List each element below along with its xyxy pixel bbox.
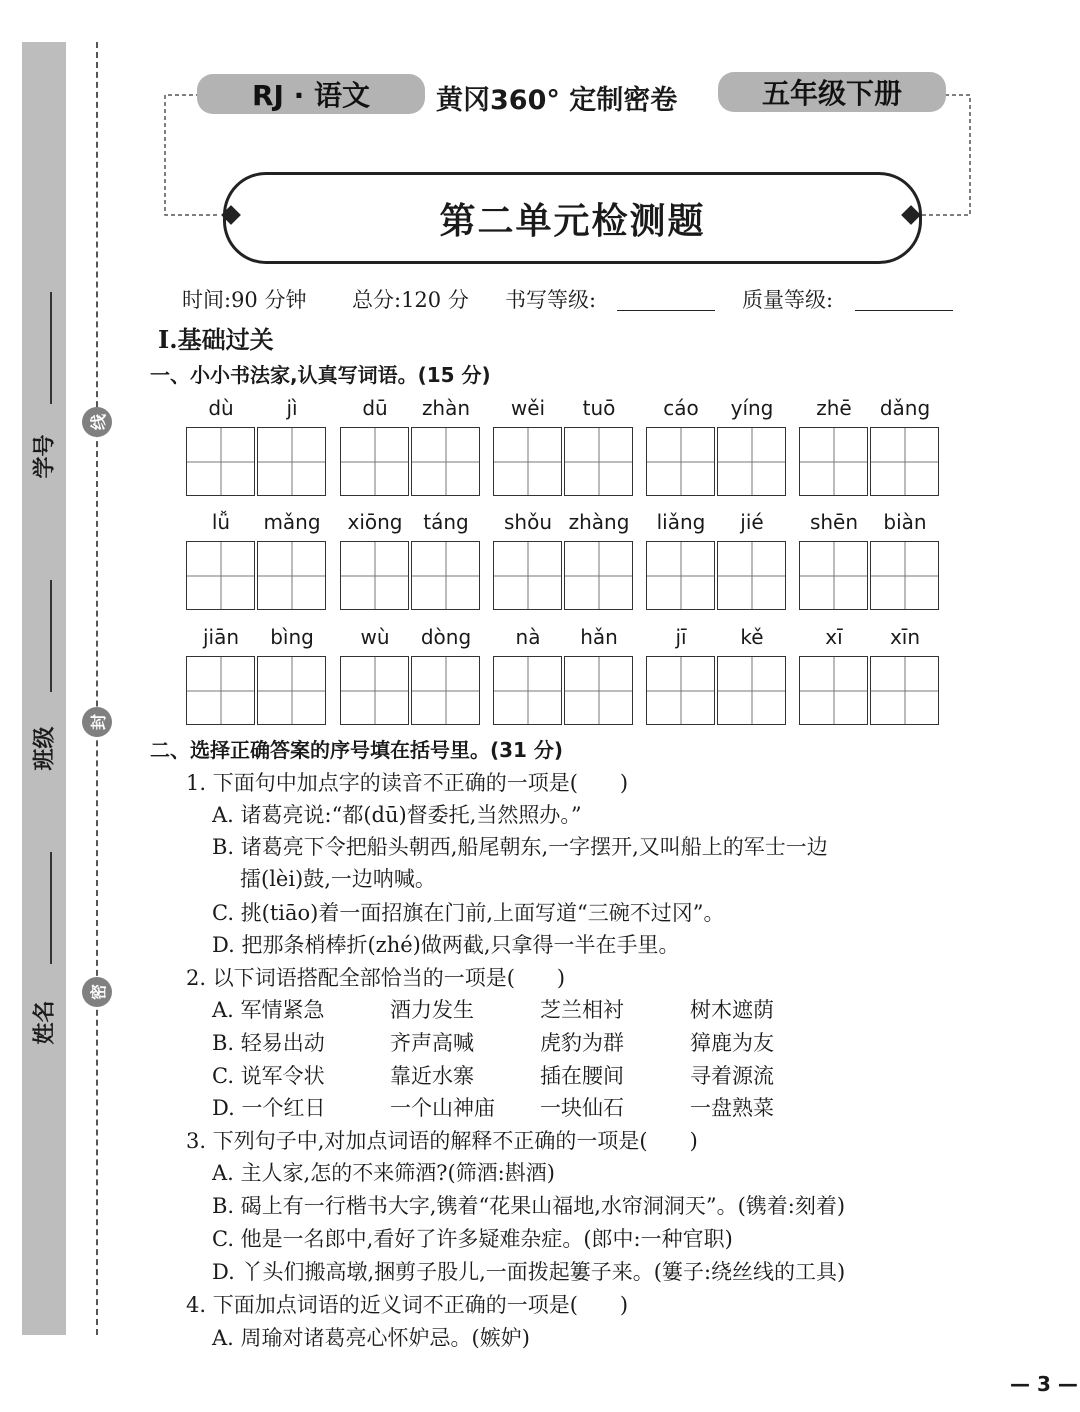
writing-cell[interactable]	[493, 427, 562, 496]
xuehao-blank	[50, 292, 52, 404]
writing-cell[interactable]	[564, 427, 633, 496]
pinyin-label: nà	[515, 625, 541, 649]
writing-cell[interactable]	[257, 656, 326, 725]
banji-blank	[50, 580, 52, 692]
writing-cell[interactable]	[257, 541, 326, 610]
question-3-option-a: A. 主人家,怎的不来筛酒?(筛酒:斟酒)	[212, 1161, 555, 1185]
pinyin-label: jiān	[202, 625, 240, 649]
pinyin-label: cáo	[663, 396, 699, 420]
writing-cell[interactable]	[564, 656, 633, 725]
question-2-option-cell: 虎豹为群	[540, 1031, 624, 1055]
writing-cell[interactable]	[646, 656, 715, 725]
writing-cell[interactable]	[799, 427, 868, 496]
question-4-stem: 4. 下面加点词语的近义词不正确的一项是( )	[186, 1293, 629, 1317]
pinyin-label: xiōng	[347, 510, 403, 534]
writing-cell[interactable]	[646, 427, 715, 496]
pinyin-label: mǎng	[263, 510, 321, 534]
question-2-option-cell: 靠近水寨	[390, 1064, 474, 1088]
pinyin-label: kě	[740, 625, 764, 649]
writing-cell[interactable]	[717, 656, 786, 725]
writing-grade-label: 书写等级:	[505, 288, 597, 312]
pinyin-label: yíng	[730, 396, 774, 420]
question-2-option-cell: A. 军情紧急	[212, 998, 325, 1022]
writing-cell[interactable]	[564, 541, 633, 610]
question-2-option-cell: 酒力发生	[390, 998, 474, 1022]
writing-cell[interactable]	[340, 427, 409, 496]
subject-badge: RJ · 语文	[197, 74, 425, 114]
seal-xian-circle: 线	[82, 407, 112, 437]
pinyin-label: zhē	[816, 396, 852, 420]
writing-cell[interactable]	[340, 656, 409, 725]
writing-cell[interactable]	[870, 427, 939, 496]
question-4-option-a: A. 周瑜对诸葛亮心怀妒忌。(嫉妒)	[212, 1326, 530, 1350]
writing-cell[interactable]	[799, 541, 868, 610]
xingming-blank	[50, 852, 52, 964]
seal-mi-circle: 密	[82, 977, 112, 1007]
writing-grade-field[interactable]	[617, 290, 715, 311]
question-1-option-c: C. 挑(tiāo)着一面招旗在门前,上面写道“三碗不过冈”。	[212, 901, 725, 925]
pinyin-label: dū	[362, 396, 388, 420]
writing-cell[interactable]	[870, 656, 939, 725]
question-2-option-cell: B. 轻易出动	[212, 1031, 325, 1055]
pinyin-label: jié	[740, 510, 764, 534]
question-1-option-b-cont: 擂(lèi)鼓,一边呐喊。	[240, 867, 436, 891]
pinyin-label: jī	[675, 625, 687, 649]
series-title: 黄冈360° 定制密卷	[436, 85, 678, 116]
question-2-option-cell: D. 一个红日	[212, 1096, 326, 1120]
exam-title: 第二单元检测题	[223, 172, 922, 264]
xuehao-label: 学号	[32, 434, 58, 479]
pinyin-label: xīn	[889, 625, 921, 649]
pinyin-label: wěi	[510, 396, 546, 420]
pinyin-label: shǒu	[503, 510, 552, 534]
pinyin-label: biàn	[883, 510, 927, 534]
writing-cell[interactable]	[493, 541, 562, 610]
writing-cell[interactable]	[186, 427, 255, 496]
pinyin-label: dòng	[420, 625, 472, 649]
question-2-option-cell: 一块仙石	[540, 1096, 624, 1120]
writing-cell[interactable]	[411, 656, 480, 725]
pinyin-label: lǚ	[211, 510, 231, 534]
writing-cell[interactable]	[257, 427, 326, 496]
quality-grade-label: 质量等级:	[742, 288, 834, 312]
pinyin-label: zhàn	[421, 396, 471, 420]
writing-cell[interactable]	[717, 541, 786, 610]
pinyin-label: wù	[360, 625, 390, 649]
writing-cell[interactable]	[411, 541, 480, 610]
question-2-option-cell: 寻着源流	[690, 1064, 774, 1088]
seal-feng-circle: 封	[82, 707, 112, 737]
question-2-option-cell: 插在腰间	[540, 1064, 624, 1088]
pinyin-label: bìng	[270, 625, 314, 649]
question-1-stem: 1. 下面句中加点字的读音不正确的一项是( )	[186, 771, 629, 795]
grade-badge: 五年级下册	[718, 72, 946, 112]
score-text: 总分:120 分	[352, 288, 469, 312]
writing-cell[interactable]	[493, 656, 562, 725]
cut-line	[96, 42, 98, 1335]
pinyin-label: táng	[423, 510, 469, 534]
pinyin-label: tuō	[582, 396, 616, 420]
section-heading: Ⅰ.基础过关	[158, 325, 274, 354]
question-3-option-d: D. 丫头们搬高墩,捆剪子股儿,一面拨起簍子来。(簍子:绕丝线的工具)	[212, 1260, 846, 1284]
question-3-option-b: B. 碣上有一行楷书大字,镌着“花果山福地,水帘洞洞天”。(镌着:刻着)	[212, 1194, 846, 1218]
quality-grade-field[interactable]	[855, 290, 953, 311]
q1-heading: 一、小小书法家,认真写词语。(15 分)	[150, 363, 491, 387]
pinyin-label: shēn	[809, 510, 859, 534]
question-1-option-b: B. 诸葛亮下令把船头朝西,船尾朝东,一字摆开,又叫船上的军士一边	[212, 835, 828, 859]
writing-cell[interactable]	[186, 656, 255, 725]
question-2-stem: 2. 以下词语搭配全部恰当的一项是( )	[186, 966, 566, 990]
writing-cell[interactable]	[870, 541, 939, 610]
pinyin-label: xī	[825, 625, 843, 649]
question-2-option-cell: C. 说军令状	[212, 1064, 325, 1088]
question-3-stem: 3. 下列句子中,对加点词语的解释不正确的一项是( )	[186, 1129, 698, 1153]
writing-cell[interactable]	[186, 541, 255, 610]
question-2-option-cell: 芝兰相衬	[540, 998, 624, 1022]
pinyin-label: dù	[208, 396, 234, 420]
question-2-option-cell: 齐声高喊	[390, 1031, 474, 1055]
writing-cell[interactable]	[411, 427, 480, 496]
q2-heading: 二、选择正确答案的序号填在括号里。(31 分)	[150, 738, 564, 762]
banji-label: 班级	[32, 726, 58, 771]
writing-cell[interactable]	[799, 656, 868, 725]
writing-cell[interactable]	[340, 541, 409, 610]
binding-strip	[22, 42, 66, 1335]
time-text: 时间:90 分钟	[182, 288, 307, 312]
question-2-option-cell: 一盘熟菜	[690, 1096, 774, 1120]
question-1-option-d: D. 把那条梢棒折(zhé)做两截,只拿得一半在手里。	[212, 933, 680, 957]
pinyin-label: dǎng	[879, 396, 931, 420]
question-2-option-cell: 一个山神庙	[390, 1096, 495, 1120]
pinyin-label: hǎn	[580, 625, 618, 649]
question-2-option-cell: 獐鹿为友	[690, 1031, 774, 1055]
question-3-option-c: C. 他是一名郎中,看好了许多疑难杂症。(郎中:一种官职)	[212, 1227, 733, 1251]
page-number: — 3 —	[1010, 1372, 1078, 1396]
pinyin-label: zhàng	[568, 510, 630, 534]
pinyin-label: liǎng	[656, 510, 706, 534]
xingming-label: 姓名	[32, 1000, 58, 1045]
question-2-option-cell: 树木遮荫	[690, 998, 774, 1022]
writing-cell[interactable]	[717, 427, 786, 496]
question-1-option-a: A. 诸葛亮说:“都(dū)督委托,当然照办。”	[212, 803, 582, 827]
pinyin-label: jì	[286, 396, 298, 420]
writing-cell[interactable]	[646, 541, 715, 610]
